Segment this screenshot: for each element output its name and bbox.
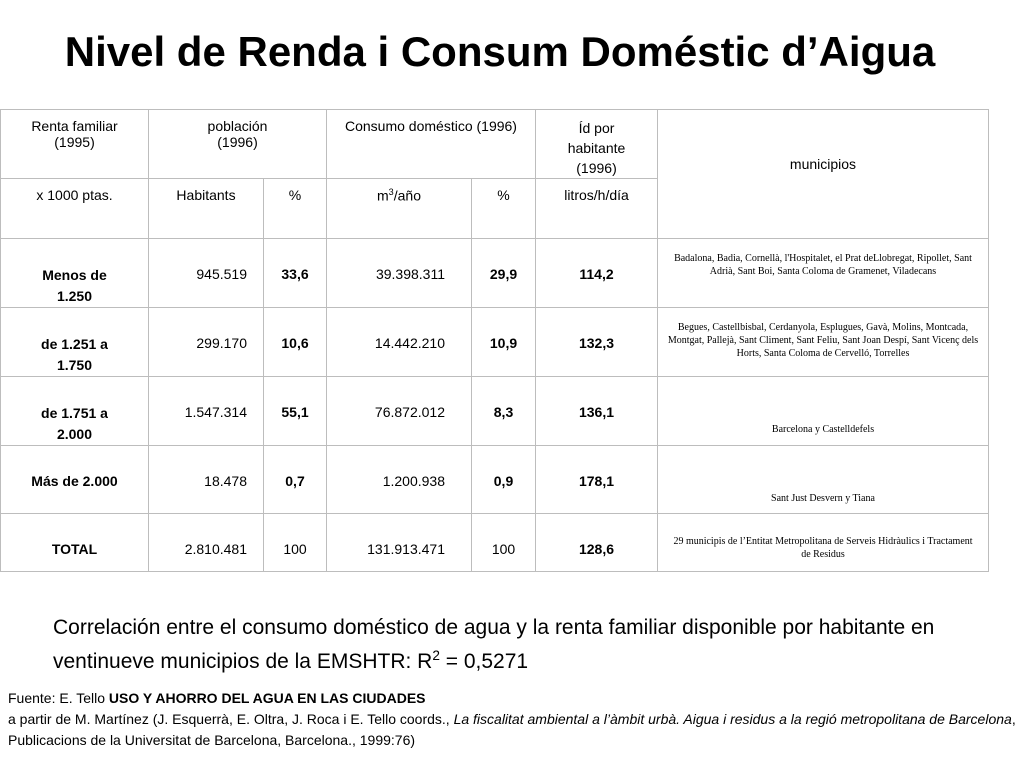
cell-pct2: 10,9 <box>472 308 536 377</box>
cell-litros: 128,6 <box>536 514 658 572</box>
cell-municipios: Begues, Castellbisbal, Cerdanyola, Esplugues, Gavà, Molins, Montcada, Montgat, Pallejà, Sant Climent, Sant Feliu, Sant Joan Despí, Sant Vicenç dels Horts, Santa Coloma de Cervelló, Torrelles <box>658 308 989 377</box>
header-municipios: municipios <box>658 110 989 239</box>
source-citation: Fuente: E. Tello USO Y AHORRO DEL AGUA EN LAS CIUDADES a partir de M. Martínez (J. Esquerrà, E. Oltra, J. Roca i E. Tello coords., La fiscalitat ambiental a l’àmbit urbà. Aigua i residus a la regió metropolitana de Barcelona, Publicacions de la Universitat de Barcelona, Barcelona., 1999:76) <box>8 690 1016 748</box>
cell-municipios: Barcelona y Castelldefels <box>658 377 989 446</box>
header-pct-poblacion: % <box>264 179 327 239</box>
cell-pct: 33,6 <box>264 239 327 308</box>
cell-m3: 39.398.311 <box>327 239 472 308</box>
cell-pct: 55,1 <box>264 377 327 446</box>
cell-municipios: Sant Just Desvern y Tiana <box>658 446 989 514</box>
table-row <box>1 308 989 377</box>
header-consumo: Consumo doméstico (1996) <box>327 110 536 179</box>
cell-m3: 76.872.012 <box>327 377 472 446</box>
header-litros: litros/h/día <box>536 179 658 239</box>
cell-habitants: 945.519 <box>149 239 264 308</box>
cell-litros: 114,2 <box>536 239 658 308</box>
cell-renta: Menos de 1.250 <box>1 239 149 308</box>
cell-habitants: 299.170 <box>149 308 264 377</box>
cell-litros: 132,3 <box>536 308 658 377</box>
cell-pct2: 29,9 <box>472 239 536 308</box>
cell-habitants: 2.810.481 <box>149 514 264 572</box>
header-id: Íd por habitante (1996) <box>536 110 658 179</box>
header-pct-consumo: % <box>472 179 536 239</box>
correlation-note: Correlación entre el consumo doméstico de agua y la renta familiar disponible por habitante en ventinueve municipios de la EMSHTR: $R^2 = 0,5271$ <box>53 616 935 673</box>
cell-renta: de 1.251 a 1.750 <box>1 308 149 377</box>
cell-pct: 0,7 <box>264 446 327 514</box>
cell-habitants: 18.478 <box>149 446 264 514</box>
cell-municipios: 29 municipis de l’Entitat Metropolitana de Serveis Hidràulics i Tractament de Residus <box>658 514 989 572</box>
cell-litros: 178,1 <box>536 446 658 514</box>
table-row <box>1 377 989 446</box>
header-renta-unit: x 1000 ptas. <box>1 179 149 239</box>
table-row <box>1 446 989 514</box>
cell-renta: TOTAL <box>1 514 149 572</box>
cell-renta: de 1.751 a 2.000 <box>1 377 149 446</box>
header-habitants: Habitants <box>149 179 264 239</box>
cell-habitants: 1.547.314 <box>149 377 264 446</box>
cell-pct: 10,6 <box>264 308 327 377</box>
header-renta: Renta familiar (1995) <box>1 110 149 179</box>
cell-m3: 14.442.210 <box>327 308 472 377</box>
cell-municipios: Badalona, Badia, Cornellà, l'Hospitalet, el Prat deLlobregat, Ripollet, Sant Adrià, Sant Boi, Santa Coloma de Gramenet, Viladecans <box>658 239 989 308</box>
header-m3: $m^3$/año <box>327 179 472 239</box>
cell-m3: 131.913.471 <box>327 514 472 572</box>
cell-m3: 1.200.938 <box>327 446 472 514</box>
table-row <box>1 239 989 308</box>
cell-litros: 136,1 <box>536 377 658 446</box>
cell-pct: 100 <box>264 514 327 572</box>
cell-pct2: 0,9 <box>472 446 536 514</box>
cell-renta: Más de 2.000 <box>1 446 149 514</box>
cell-pct2: 100 <box>472 514 536 572</box>
page-title: Nivel de Renda i Consum Doméstic d’Aigua <box>64 28 936 75</box>
header-poblacion: población (1996) <box>149 110 327 179</box>
cell-pct2: 8,3 <box>472 377 536 446</box>
table-row <box>1 514 989 572</box>
data-table <box>0 109 989 572</box>
